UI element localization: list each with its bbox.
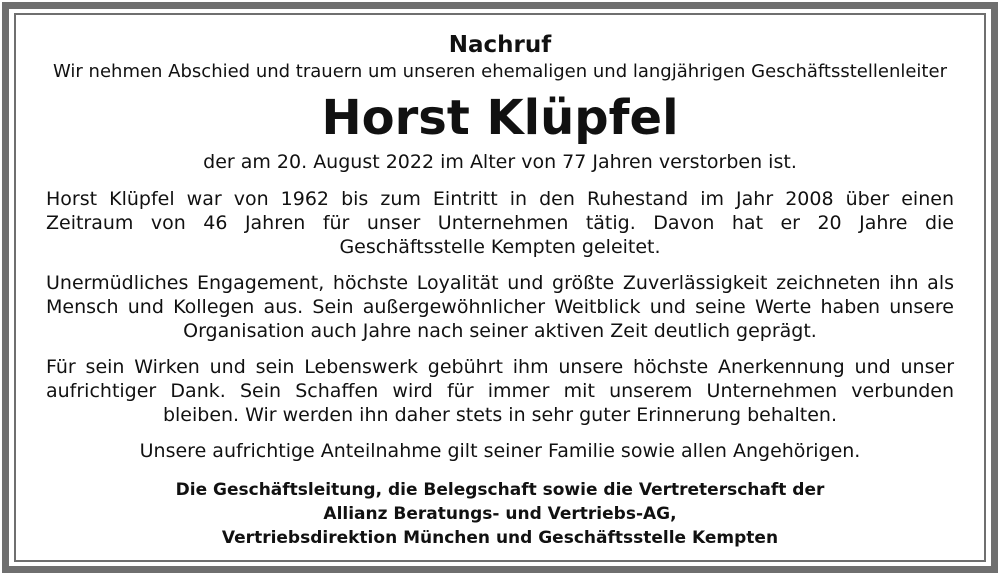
gratitude-paragraph: Für sein Wirken und sein Lebenswerk gebührt ihm unsere höchste Anerkennung und unser aufrichtiger Dank. Sein Schaffen wird für immer mit unserem Unternehmen verbunden bleiben. Wir werden ihn daher stets in sehr guter Erinnerung behalten.: [46, 356, 954, 426]
signature-line: Allianz Beratungs- und Vertriebs-AG,: [323, 504, 677, 524]
obituary-notice: [40, 30, 960, 550]
notice-heading: Nachruf: [448, 32, 552, 58]
signature-line: Die Geschäftsleitung, die Belegschaft sowie die Vertreterschaft der: [175, 480, 825, 500]
signature-block: [40, 478, 960, 550]
intro-line: Wir nehmen Abschied und trauern um unseren ehemaligen und langjährigen Geschäftsstellenleiter: [53, 61, 947, 82]
condolence-line: Unsere aufrichtige Anteilnahme gilt seiner Familie sowie allen Angehörigen.: [139, 440, 861, 462]
signature-line: Vertriebsdirektion München und Geschäftsstelle Kempten: [221, 528, 779, 548]
deceased-name: Horst Klüpfel: [321, 90, 679, 146]
character-paragraph: Unermüdliches Engagement, höchste Loyalität und größte Zuverlässigkeit zeichneten ihn als Mensch und Kollegen aus. Sein außergewöhnlicher Weitblick und seine Werte haben unsere Organisation auch Jahre nach seiner aktiven Zeit deutlich geprägt.: [46, 272, 954, 342]
death-date-line: der am 20. August 2022 im Alter von 77 Jahren verstorben ist.: [203, 151, 797, 173]
career-paragraph: Horst Klüpfel war von 1962 bis zum Eintritt in den Ruhestand im Jahr 2008 über einen Zeitraum von 46 Jahren für unser Unternehmen tätig. Davon hat er 20 Jahre die Geschäftsstelle Kempten geleitet.: [46, 188, 954, 258]
